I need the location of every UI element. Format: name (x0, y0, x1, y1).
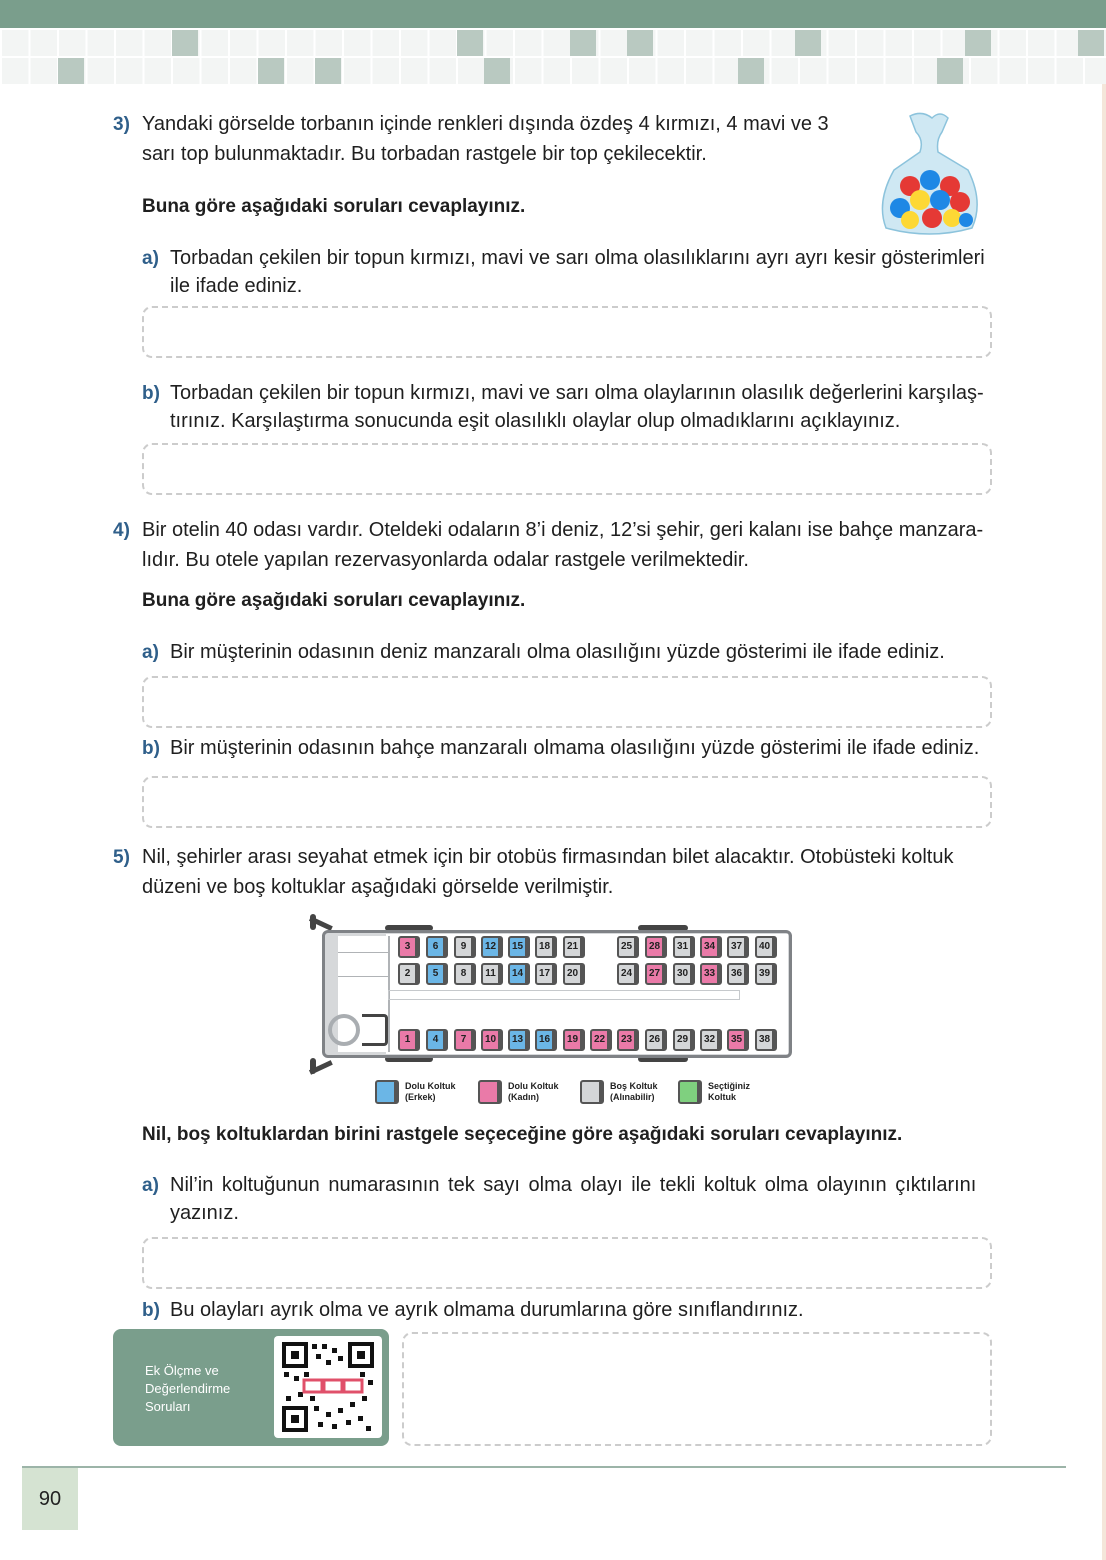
steering-wheel-icon (328, 1014, 360, 1046)
seat-4[interactable]: 4 (426, 1029, 448, 1051)
legend-swatch-empty (580, 1080, 604, 1104)
answer-box-3b[interactable] (142, 443, 992, 495)
question-5a-line1: Nil’in koltuğunun numarasının tek sayı olma olayı ile tekli koltuk olma olayının çıktılarını (170, 1174, 977, 1196)
question-5b-label: b) (142, 1300, 160, 1321)
seat-38[interactable]: 38 (755, 1029, 777, 1051)
legend-label-empty: Boş Koltuk (Alınabilir) (610, 1081, 658, 1102)
answer-box-5a[interactable] (142, 1237, 992, 1289)
seat-12[interactable]: 12 (481, 936, 503, 958)
question-4b-line1: Bir müşterinin odasının bahçe manzaralı olmama olasılığını yüzde gösterimi ile ifade ediniz. (170, 737, 980, 759)
question-3-number: 3) (113, 114, 130, 135)
question-3b-label: b) (142, 383, 160, 404)
page-number: 90 (38, 1488, 62, 1510)
question-3a-label: a) (142, 248, 159, 269)
seat-10[interactable]: 10 (481, 1029, 503, 1051)
seat-22[interactable]: 22 (590, 1029, 612, 1051)
question-3-text-line1: Yandaki görselde torbanın içinde renkleri dışında özdeş 4 kırmızı, 4 mavi ve 3 (142, 113, 829, 135)
seat-3[interactable]: 3 (398, 936, 420, 958)
seat-30[interactable]: 30 (673, 963, 695, 985)
seat-29[interactable]: 29 (673, 1029, 695, 1051)
question-5-instruction: Nil, boş koltuklardan birini rastgele seçeceğine göre aşağıdaki soruları cevaplayınız. (142, 1124, 903, 1145)
seat-20[interactable]: 20 (563, 963, 585, 985)
seat-28[interactable]: 28 (645, 936, 667, 958)
seat-27[interactable]: 27 (645, 963, 667, 985)
question-5-number: 5) (113, 847, 130, 868)
seat-34[interactable]: 34 (700, 936, 722, 958)
answer-box-3a[interactable] (142, 306, 992, 358)
right-margin-line (1102, 84, 1106, 1560)
seat-15[interactable]: 15 (508, 936, 530, 958)
legend-label-selected: Seçtiğiniz Koltuk (708, 1081, 751, 1102)
seat-21[interactable]: 21 (563, 936, 585, 958)
seat-35[interactable]: 35 (727, 1029, 749, 1051)
question-3-text-line2: sarı top bulunmaktadır. Bu torbadan rastgele bir top çekilecektir. (142, 143, 707, 165)
answer-box-5b[interactable] (402, 1332, 992, 1446)
legend-swatch-selected (678, 1080, 702, 1104)
question-3-instruction: Buna göre aşağıdaki soruları cevaplayınız. (142, 196, 526, 217)
ball-bag-icon (880, 110, 980, 236)
seat-18[interactable]: 18 (535, 936, 557, 958)
footer-line (22, 1466, 1066, 1468)
seat-19[interactable]: 19 (563, 1029, 585, 1051)
seat-33[interactable]: 33 (700, 963, 722, 985)
seat-2[interactable]: 2 (398, 963, 420, 985)
question-3a-line2: ile ifade ediniz. (170, 275, 303, 297)
answer-box-4b[interactable] (142, 776, 992, 828)
header-bar (0, 0, 1106, 28)
question-4b-label: b) (142, 738, 160, 759)
seat-7[interactable]: 7 (454, 1029, 476, 1051)
legend-label-male: Dolu Koltuk (Erkek) (405, 1081, 456, 1102)
question-5b-line1: Bu olayları ayrık olma ve ayrık olmama durumlarına göre sınıflandırınız. (170, 1299, 804, 1321)
seat-23[interactable]: 23 (617, 1029, 639, 1051)
seat-17[interactable]: 17 (535, 963, 557, 985)
question-4-instruction: Buna göre aşağıdaki soruları cevaplayınız. (142, 590, 526, 611)
seat-9[interactable]: 9 (454, 936, 476, 958)
question-4a-label: a) (142, 642, 159, 663)
question-3a-line1: Torbadan çekilen bir topun kırmızı, mavi ve sarı olma olasılıklarını ayrı ayrı kesir gösterimleri (170, 247, 985, 269)
legend-swatch-female (478, 1080, 502, 1104)
question-4-text-line2: lıdır. Bu otele yapılan rezervasyonlarda odalar rastgele verilmektedir. (142, 549, 749, 571)
question-5a-line2: yazınız. (170, 1202, 239, 1224)
extra-questions-label: Ek Ölçme ve Değerlendirme Soruları (145, 1363, 231, 1414)
header-grid-pattern (0, 28, 1106, 84)
seat-5[interactable]: 5 (426, 963, 448, 985)
seat-25[interactable]: 25 (617, 936, 639, 958)
seat-39[interactable]: 39 (755, 963, 777, 985)
legend-label-female: Dolu Koltuk (Kadın) (508, 1081, 559, 1102)
seat-13[interactable]: 13 (508, 1029, 530, 1051)
qr-code-icon[interactable] (274, 1336, 382, 1438)
question-4-number: 4) (113, 520, 130, 541)
seat-8[interactable]: 8 (454, 963, 476, 985)
question-4a-line1: Bir müşterinin odasının deniz manzaralı olma olasılığını yüzde gösterimi ile ifade ediniz. (170, 641, 945, 663)
answer-box-4a[interactable] (142, 676, 992, 728)
seat-37[interactable]: 37 (727, 936, 749, 958)
seat-32[interactable]: 32 (700, 1029, 722, 1051)
seat-31[interactable]: 31 (673, 936, 695, 958)
question-5a-label: a) (142, 1175, 159, 1196)
seat-1[interactable]: 1 (398, 1029, 420, 1051)
question-5-text-line2: düzeni ve boş koltuklar aşağıdaki görselde verilmiştir. (142, 876, 614, 898)
question-4-text-line1: Bir otelin 40 odası vardır. Oteldeki odaların 8’i deniz, 12’si şehir, geri kalanı ise bahçe manzara- (142, 519, 984, 541)
seat-11[interactable]: 11 (481, 963, 503, 985)
question-3b-line2: tırınız. Karşılaştırma sonucunda eşit olasılıklı olaylar olup olmadıklarını açıklayınız. (170, 410, 901, 432)
question-3b-line1: Torbadan çekilen bir topun kırmızı, mavi ve sarı olma olaylarının olasılık değerlerini karşılaş- (170, 382, 984, 404)
seat-26[interactable]: 26 (645, 1029, 667, 1051)
seat-24[interactable]: 24 (617, 963, 639, 985)
question-5-text-line1: Nil, şehirler arası seyahat etmek için bir otobüs firmasından bilet alacaktır. Otobüsteki koltuk (142, 846, 954, 868)
seat-40[interactable]: 40 (755, 936, 777, 958)
seat-6[interactable]: 6 (426, 936, 448, 958)
legend-swatch-male (375, 1080, 399, 1104)
seat-36[interactable]: 36 (727, 963, 749, 985)
seat-16[interactable]: 16 (535, 1029, 557, 1051)
seat-14[interactable]: 14 (508, 963, 530, 985)
